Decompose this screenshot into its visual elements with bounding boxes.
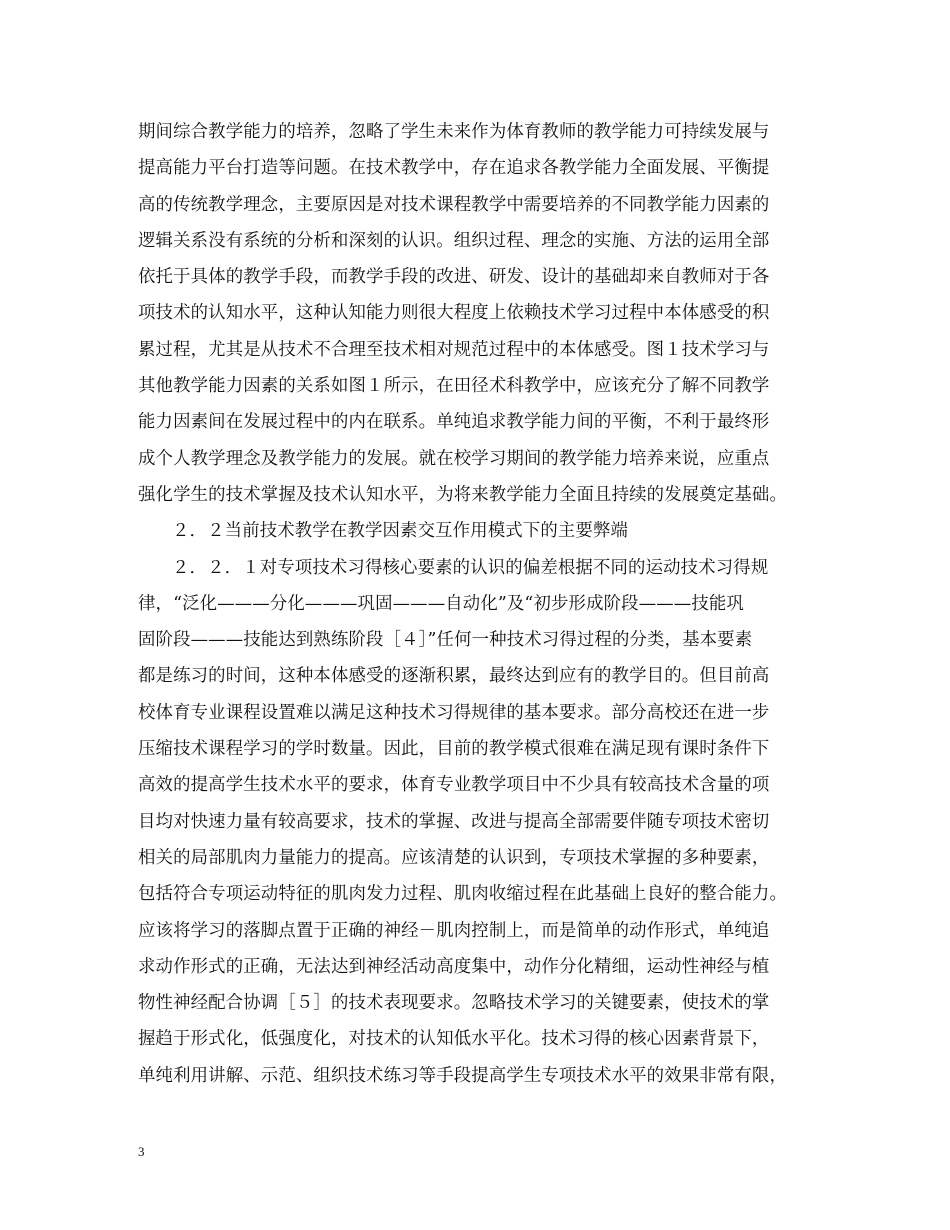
text-line: 压缩技术课程学习的学时数量。因此，目前的教学模式很难在满足现有课时条件下 xyxy=(138,739,770,760)
text-line: 校体育专业课程设置难以满足这种技术习得规律的基本要求。部分高校还在进一步 xyxy=(138,702,770,723)
text-line: 能力因素间在发展过程中的内在联系。单纯追求教学能力间的平衡，不利于最终形 xyxy=(138,412,770,433)
text-line: 强化学生的技术掌握及技术认知水平，为将来教学能力全面且持续的发展奠定基础。 xyxy=(138,484,788,505)
text-line: 其他教学能力因素的关系如图１所示，在田径术科教学中，应该充分了解不同教学 xyxy=(138,376,770,397)
text-line: 项技术的认知水平，这种认知能力则很大程度上依赖技术学习过程中本体感受的积 xyxy=(138,303,770,324)
text-line: 依托于具体的教学手段，而教学手段的改进、研发、设计的基础却来自教师对于各 xyxy=(138,267,770,288)
text-line: 累过程，尤其是从技术不合理至技术相对规范过程中的本体感受。图１技术学习与 xyxy=(138,339,770,360)
subsection-heading: ２．２．１对专项技术习得核心要素的认识的偏差根据不同的运动技术习得规 xyxy=(172,557,769,578)
text-line: 都是练习的时间，这种本体感受的逐渐积累，最终达到应有的教学目的。但目前高 xyxy=(138,666,770,687)
text-line: 目均对快速力量有较高要求，技术的掌握、改进与提高全部需要伴随专项技术密切 xyxy=(138,811,770,832)
section-heading: ２．２当前技术教学在教学因素交互作用模式下的主要弊端 xyxy=(172,521,629,542)
text-line: 相关的局部肌肉力量能力的提高。应该清楚的认识到，专项技术掌握的多种要素， xyxy=(138,847,770,868)
text-line: 高效的提高学生技术水平的要求，体育专业教学项目中不少具有较高技术含量的项 xyxy=(138,775,770,796)
body-text xyxy=(138,114,828,1094)
text-line: 高的传统教学理念，主要原因是对技术课程教学中需要培养的不同教学能力因素的 xyxy=(138,194,770,215)
text-line: 固阶段———技能达到熟练阶段［４］”任何一种技术习得过程的分类，基本要素 xyxy=(138,630,753,651)
text-line: 单纯利用讲解、示范、组织技术练习等手段提高学生专项技术水平的效果非常有限， xyxy=(138,1065,788,1086)
text-line: 应该将学习的落脚点置于正确的神经－肌肉控制上，而是简单的动作形式，单纯追 xyxy=(138,920,770,941)
page-number: 3 xyxy=(138,1144,145,1159)
text-line: 握趋于形式化，低强度化，对技术的认知低水平化。技术习得的核心因素背景下， xyxy=(138,1029,770,1050)
text-line: 成个人教学理念及教学能力的发展。就在校学习期间的教学能力培养来说，应重点 xyxy=(138,448,770,469)
text-line: 逻辑关系没有系统的分析和深刻的认识。组织过程、理念的实施、方法的运用全部 xyxy=(138,230,770,251)
text-line: 期间综合教学能力的培养，忽略了学生未来作为体育教师的教学能力可持续发展与 xyxy=(138,122,770,142)
text-line: 律，“泛化———分化———巩固———自动化”及“初步形成阶段———技能巩 xyxy=(138,593,744,614)
text-line: 求动作形式的正确，无法达到神经活动高度集中，动作分化精细，运动性神经与植 xyxy=(138,956,770,977)
text-line: 提高能力平台打造等问题。在技术教学中，存在追求各教学能力全面发展、平衡提 xyxy=(138,158,770,179)
text-line: 物性神经配合协调［５］的技术表现要求。忽略技术学习的关键要素，使技术的掌 xyxy=(138,993,770,1014)
text-line: 包括符合专项运动特征的肌肉发力过程、肌肉收缩过程在此基础上良好的整合能力。 xyxy=(138,884,788,905)
